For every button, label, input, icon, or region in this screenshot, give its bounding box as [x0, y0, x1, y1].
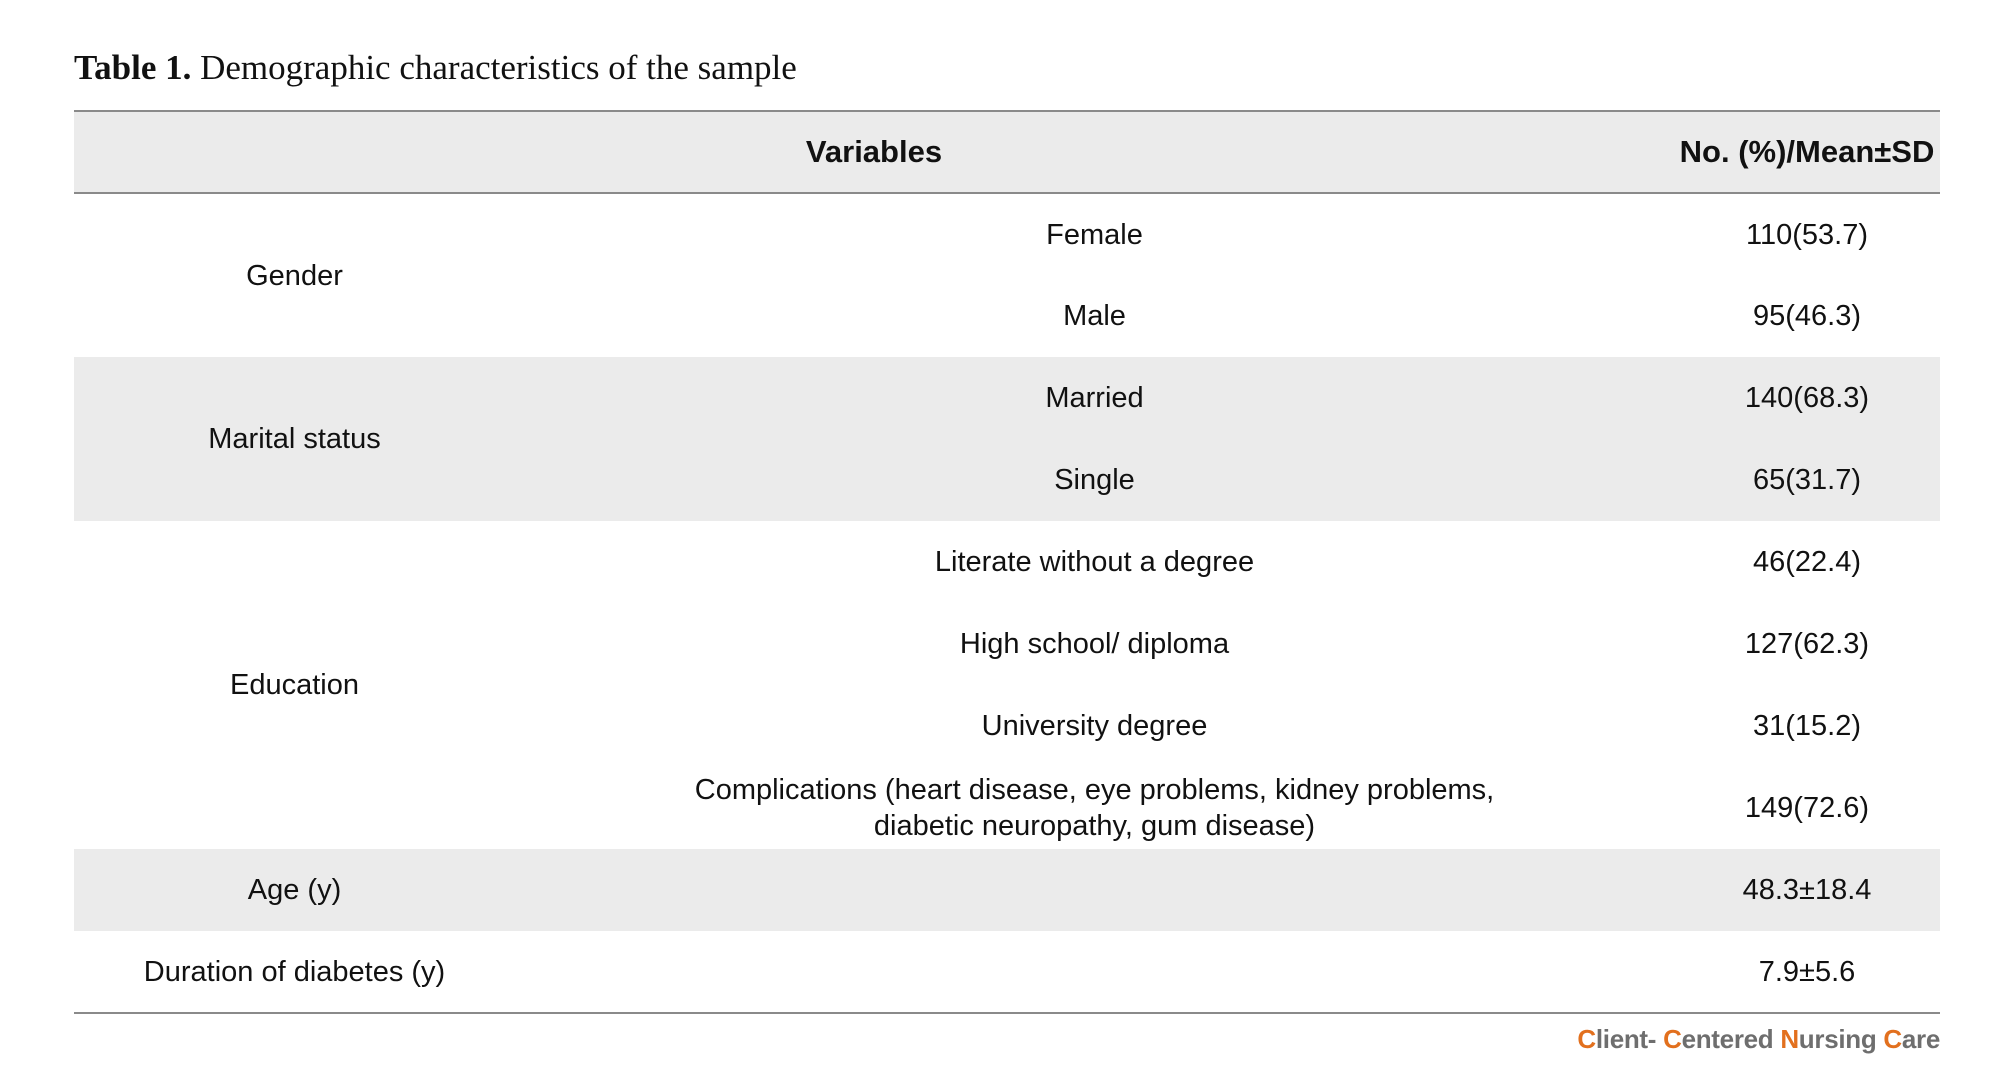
brand-text: ursing — [1798, 1024, 1884, 1054]
brand-text: entered — [1681, 1024, 1781, 1054]
sub-empty — [515, 931, 1674, 1013]
sub-high-school: High school/ diploma — [959, 628, 1230, 660]
value-literate: 46(22.4) — [1752, 546, 1861, 578]
brand-letter: C — [1663, 1024, 1682, 1054]
sub-female: Female — [1046, 218, 1143, 251]
brand-text: lient- — [1595, 1024, 1664, 1054]
table-row — [74, 357, 1940, 439]
journal-brand — [1577, 1024, 1940, 1055]
header-value: No. (%)/Mean±SD — [1674, 111, 1940, 193]
header-variables: Variables — [74, 111, 1674, 193]
value-age: 48.3±18.4 — [1674, 849, 1940, 931]
group-age: Age (y) — [74, 849, 515, 931]
value-male: 95(46.3) — [1752, 300, 1861, 332]
brand-letter: C — [1883, 1024, 1902, 1054]
group-marital-status: Marital status — [74, 357, 515, 521]
sub-empty — [515, 849, 1674, 931]
value-married: 140(68.3) — [1674, 357, 1940, 439]
sub-married: Married — [515, 357, 1674, 439]
value-single: 65(31.7) — [1674, 439, 1940, 521]
group-duration: Duration of diabetes (y) — [74, 931, 515, 1013]
brand-text: are — [1901, 1024, 1940, 1054]
group-education: Education — [230, 669, 359, 701]
value-complications: 149(72.6) — [1744, 792, 1870, 824]
brand-letter: N — [1780, 1024, 1799, 1054]
value-duration: 7.9±5.6 — [1674, 931, 1940, 1013]
table-row — [74, 931, 1940, 1013]
group-gender: Gender — [246, 259, 343, 292]
caption-label: Table 1. — [74, 48, 192, 87]
sub-complications — [515, 767, 1674, 849]
sub-complications-line1: Complications (heart disease, eye problems, kidney problems, — [694, 774, 1495, 806]
sub-single: Single — [515, 439, 1674, 521]
caption-text: Demographic characteristics of the sample — [200, 48, 797, 87]
sub-complications-line2: diabetic neuropathy, gum disease) — [873, 810, 1316, 842]
value-female: 110(53.7) — [1746, 218, 1868, 251]
sub-male: Male — [1063, 300, 1126, 332]
value-university: 31(15.2) — [1752, 710, 1861, 742]
table-header-row — [74, 111, 1940, 193]
table-row — [74, 849, 1940, 931]
sub-university: University degree — [981, 710, 1208, 742]
demographics-table — [74, 110, 1940, 1014]
table-row — [74, 521, 1940, 603]
table-caption — [74, 48, 797, 88]
sub-literate: Literate without a degree — [934, 546, 1255, 578]
table-row — [74, 193, 1940, 275]
brand-letter: C — [1577, 1024, 1596, 1054]
value-high-school: 127(62.3) — [1744, 628, 1870, 660]
